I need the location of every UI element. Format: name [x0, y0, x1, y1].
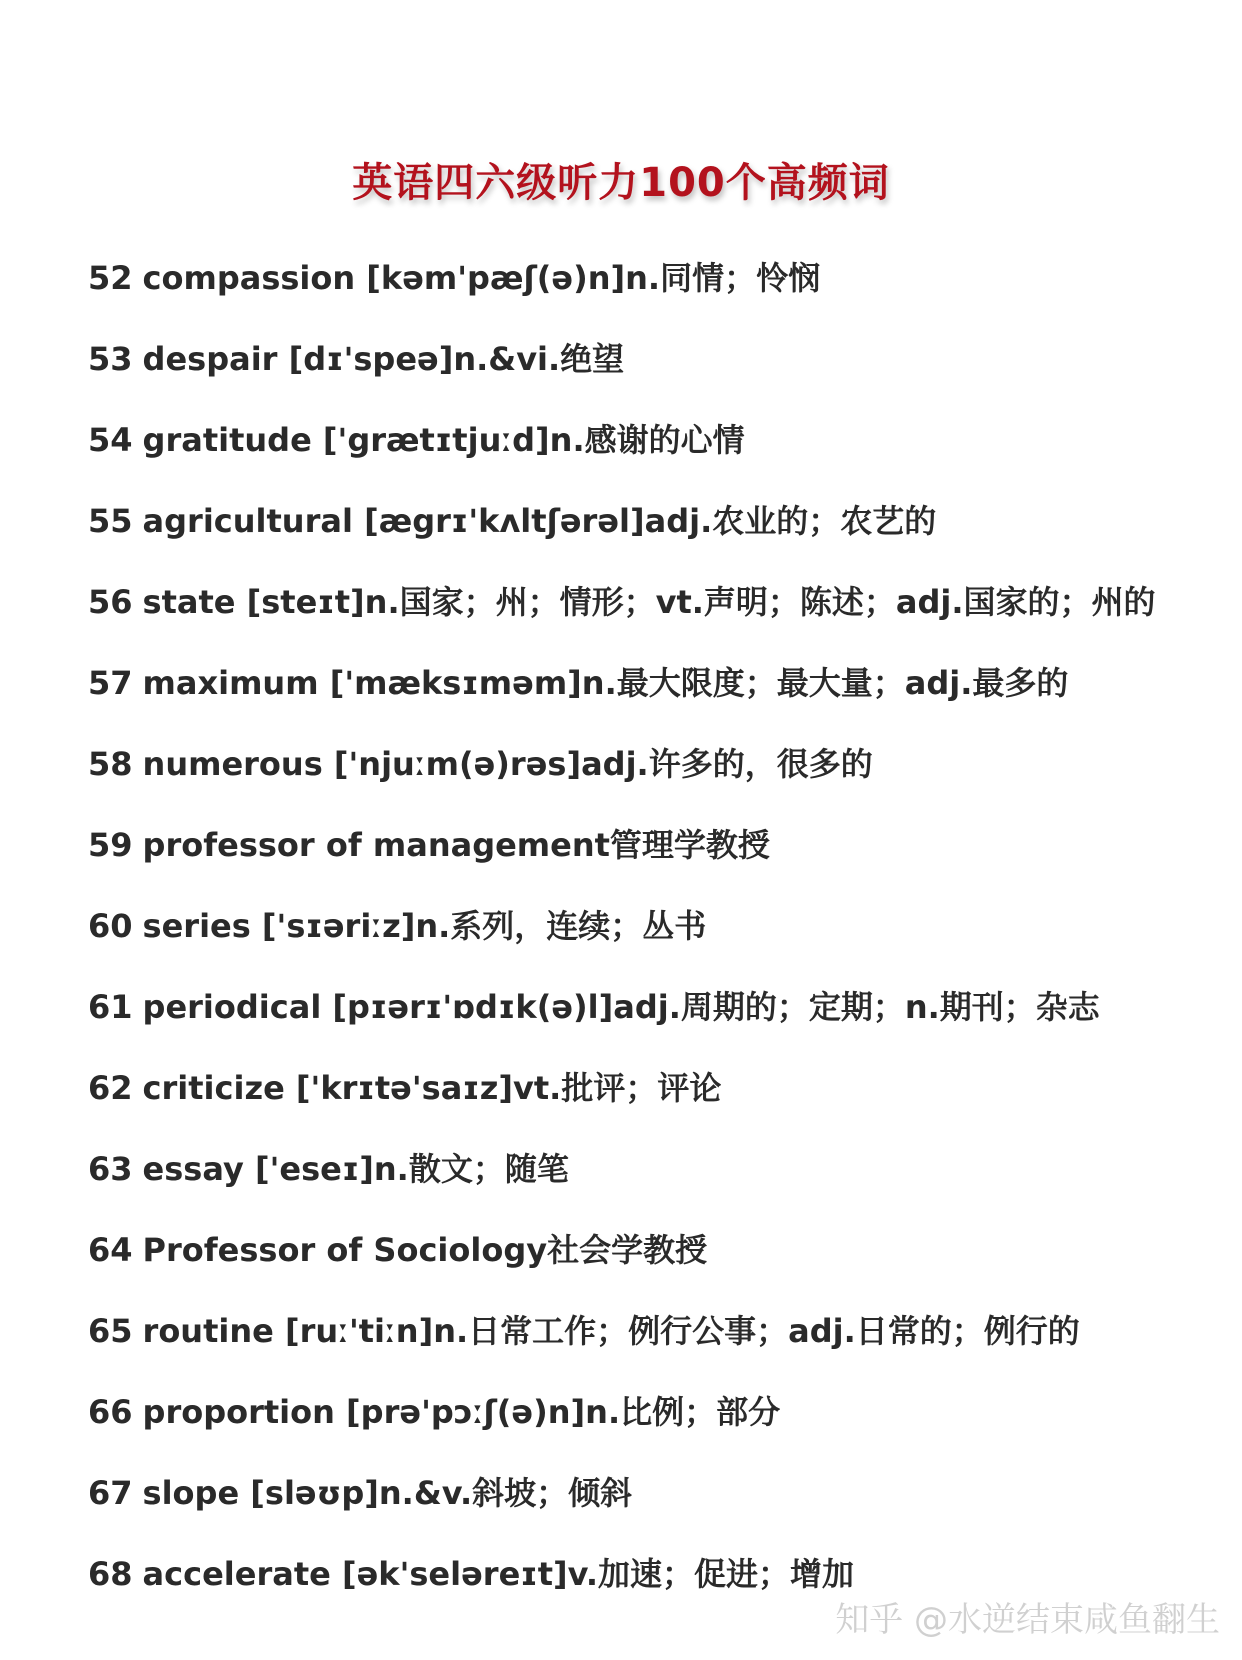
- entry-text: series ['sɪəriːz]n.系列，连续；丛书: [142, 907, 707, 945]
- entry-text: criticize ['krɪtə'saɪz]vt.批评；评论: [142, 1069, 722, 1107]
- entry-number: 58: [88, 745, 133, 783]
- list-item: [88, 582, 1208, 663]
- entry-text: state [steɪt]n.国家；州；情形；vt.声明；陈述；adj.国家的；州的: [142, 583, 1156, 621]
- entry-text: maximum ['mæksɪməm]n.最大限度；最大量；adj.最多的: [142, 664, 1069, 702]
- entry-number: 56: [88, 583, 133, 621]
- entry-text: routine [ruː'tiːn]n.日常工作；例行公事；adj.日常的；例行的: [142, 1312, 1080, 1350]
- list-item: [88, 1392, 1208, 1473]
- entry-number: 62: [88, 1069, 133, 1107]
- entry-number: 52: [88, 259, 133, 297]
- list-item: [88, 1068, 1208, 1149]
- list-item: [88, 1149, 1208, 1230]
- entry-number: 59: [88, 826, 133, 864]
- entry-text: periodical [pɪərɪ'ɒdɪk(ə)l]adj.周期的；定期；n.期刊；杂志: [142, 988, 1100, 1026]
- entry-text: gratitude ['grætɪtjuːd]n.感谢的心情: [142, 421, 745, 459]
- list-item: [88, 1230, 1208, 1311]
- list-item: [88, 258, 1208, 339]
- entry-text: Professor of Sociology社会学教授: [142, 1231, 708, 1269]
- list-item: [88, 987, 1208, 1068]
- entry-number: 67: [88, 1474, 133, 1512]
- vocabulary-list: [88, 258, 1208, 1635]
- entry-number: 60: [88, 907, 133, 945]
- list-item: [88, 744, 1208, 825]
- entry-text: accelerate [ək'seləreɪt]v.加速；促进；增加: [142, 1555, 855, 1593]
- watermark: 知乎 @水逆结束咸鱼翻生: [835, 1600, 1220, 1640]
- list-item: [88, 339, 1208, 420]
- entry-text: despair [dɪ'speə]n.&vi.绝望: [142, 340, 625, 378]
- entry-text: essay ['eseɪ]n.散文；随笔: [142, 1150, 569, 1188]
- list-item: [88, 501, 1208, 582]
- entry-text: slope [sləʊp]n.&v.斜坡；倾斜: [142, 1474, 633, 1512]
- page-title: 英语四六级听力100个高频词: [352, 159, 890, 206]
- list-item: [88, 663, 1208, 744]
- entry-number: 65: [88, 1312, 133, 1350]
- entry-text: agricultural [ægrɪ'kʌltʃərəl]adj.农业的；农艺的: [142, 502, 937, 540]
- entry-number: 61: [88, 988, 133, 1026]
- entry-number: 57: [88, 664, 133, 702]
- list-item: [88, 825, 1208, 906]
- entry-text: proportion [prə'pɔːʃ(ə)n]n.比例；部分: [142, 1393, 781, 1431]
- entry-number: 55: [88, 502, 133, 540]
- entry-number: 63: [88, 1150, 133, 1188]
- list-item: [88, 420, 1208, 501]
- entry-text: compassion [kəm'pæʃ(ə)n]n.同情；怜悯: [142, 259, 821, 297]
- entry-number: 68: [88, 1555, 133, 1593]
- list-item: [88, 1311, 1208, 1392]
- entry-text: numerous ['njuːm(ə)rəs]adj.许多的，很多的: [142, 745, 873, 783]
- list-item: [88, 1473, 1208, 1554]
- entry-number: 53: [88, 340, 133, 378]
- entry-number: 66: [88, 1393, 133, 1431]
- entry-number: 54: [88, 421, 133, 459]
- list-item: [88, 906, 1208, 987]
- entry-text: professor of management管理学教授: [142, 826, 770, 864]
- entry-number: 64: [88, 1231, 133, 1269]
